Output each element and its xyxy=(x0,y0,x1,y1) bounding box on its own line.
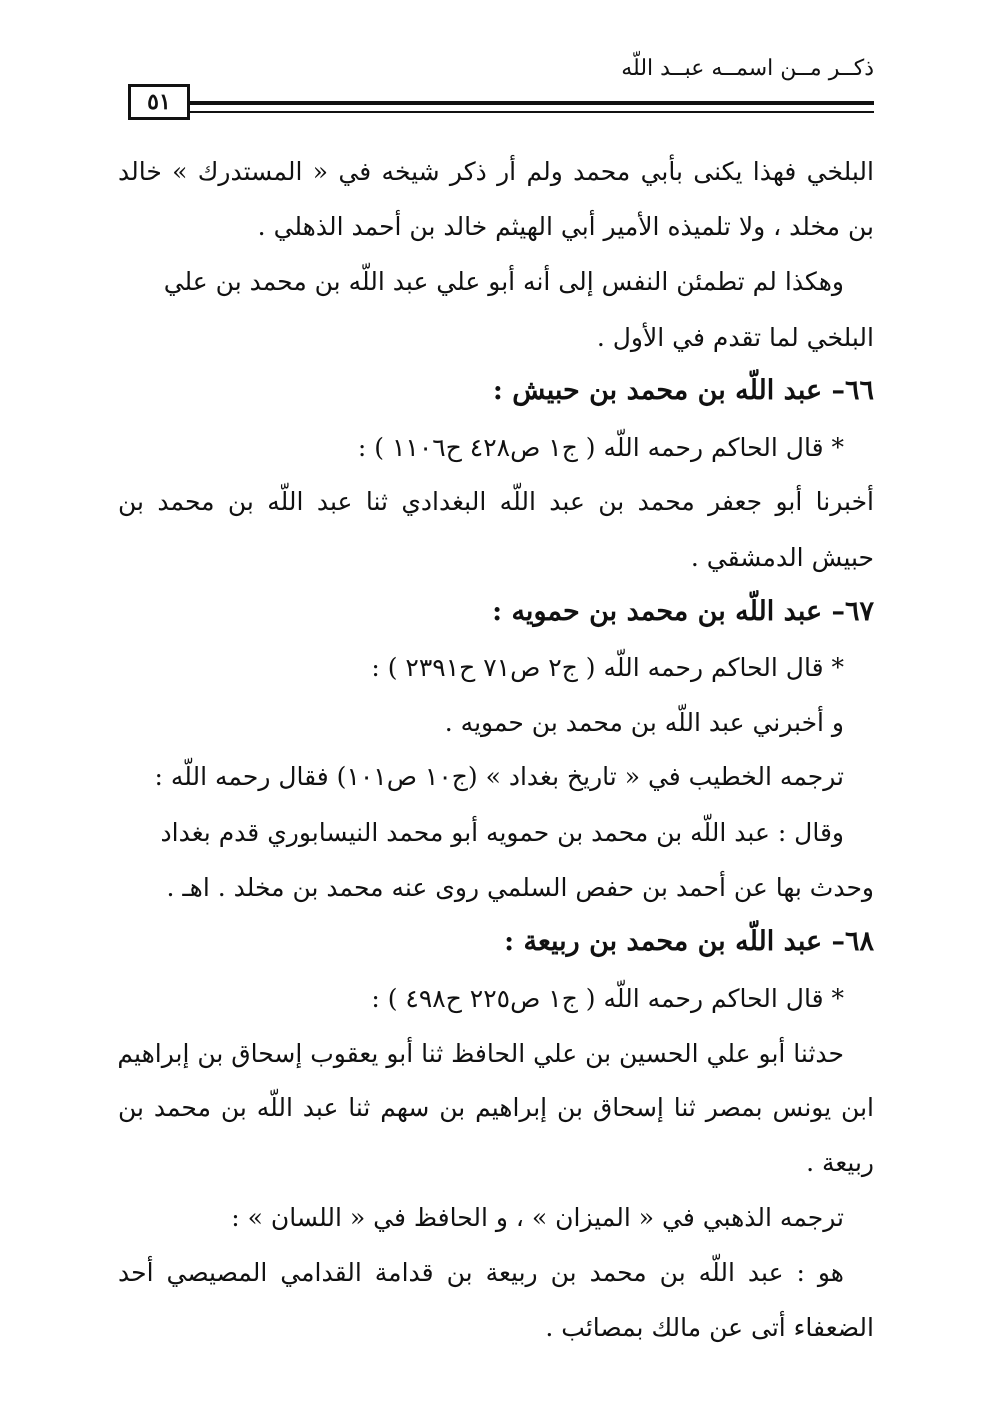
entry-heading-66: ٦٦– عبد اللّه بن محمد بن حبيش : xyxy=(492,375,874,406)
text-line: و أخبرني عبد اللّه بن محمد بن حمويه . xyxy=(444,708,844,737)
citation-line: * قال الحاكم رحمه اللّه ( ج١ ص٤٢٨ ح١١٠٦ ) : xyxy=(357,433,844,462)
text-line: وحدث بها عن أحمد بن حفص السلمي روى عنه محمد بن مخلد . اهـ . xyxy=(166,873,874,902)
text-line: البلخي فهذا يكنى بأبي محمد ولم أر ذكر شيخه في « المستدرك » خالد xyxy=(118,157,874,186)
citation-line: * قال الحاكم رحمه اللّه ( ج١ ص٢٢٥ ح٤٩٨ ) : xyxy=(371,984,844,1013)
text-line: ترجمه الخطيب في « تاريخ بغداد » (ج١٠ ص١٠١) فقال رحمه اللّه : xyxy=(154,762,844,791)
running-title: ذكــر مــن اسمــه عبــد اللّه xyxy=(621,56,874,81)
text-line: وقال : عبد اللّه بن محمد بن حمويه أبو محمد النيسابوري قدم بغداد xyxy=(160,818,844,847)
page-number: ٥١ xyxy=(128,84,190,120)
entry-heading-68: ٦٨– عبد اللّه بن محمد بن ربيعة : xyxy=(504,926,874,957)
text-line: وهكذا لم تطمئن النفس إلى أنه أبو علي عبد اللّه بن محمد بن علي xyxy=(163,267,844,296)
text-line: هو : عبد اللّه بن محمد بن ربيعة بن قدامة القدامي المصيصي أحد xyxy=(118,1258,844,1287)
text-line: الضعفاء أتى عن مالك بمصائب . xyxy=(545,1313,874,1342)
header-rule-thin xyxy=(190,111,874,113)
text-line: حدثنا أبو علي الحسين بن علي الحافظ ثنا أبو يعقوب إسحاق بن إبراهيم xyxy=(117,1039,844,1068)
entry-heading-67: ٦٧– عبد اللّه بن محمد بن حمويه : xyxy=(492,596,874,627)
text-line: البلخي لما تقدم في الأول . xyxy=(596,323,874,352)
text-line: ترجمه الذهبي في « الميزان » ، و الحافظ في « اللسان » : xyxy=(231,1203,844,1232)
text-line: ربيعة . xyxy=(806,1148,874,1177)
text-line: حبيش الدمشقي . xyxy=(690,543,874,572)
header-rule-thick xyxy=(190,101,874,105)
text-line: بن مخلد ، ولا تلميذه الأمير أبي الهيثم خالد بن أحمد الذهلي . xyxy=(257,212,874,241)
text-line: أخبرنا أبو جعفر محمد بن عبد اللّه البغدادي ثنا عبد اللّه بن محمد بن xyxy=(118,487,874,516)
text-line: ابن يونس بمصر ثنا إسحاق بن إبراهيم بن سهم ثنا عبد اللّه بن محمد بن xyxy=(118,1093,874,1122)
citation-line: * قال الحاكم رحمه اللّه ( ج٢ ص٧١ ح٢٣٩١ ) : xyxy=(371,653,844,682)
